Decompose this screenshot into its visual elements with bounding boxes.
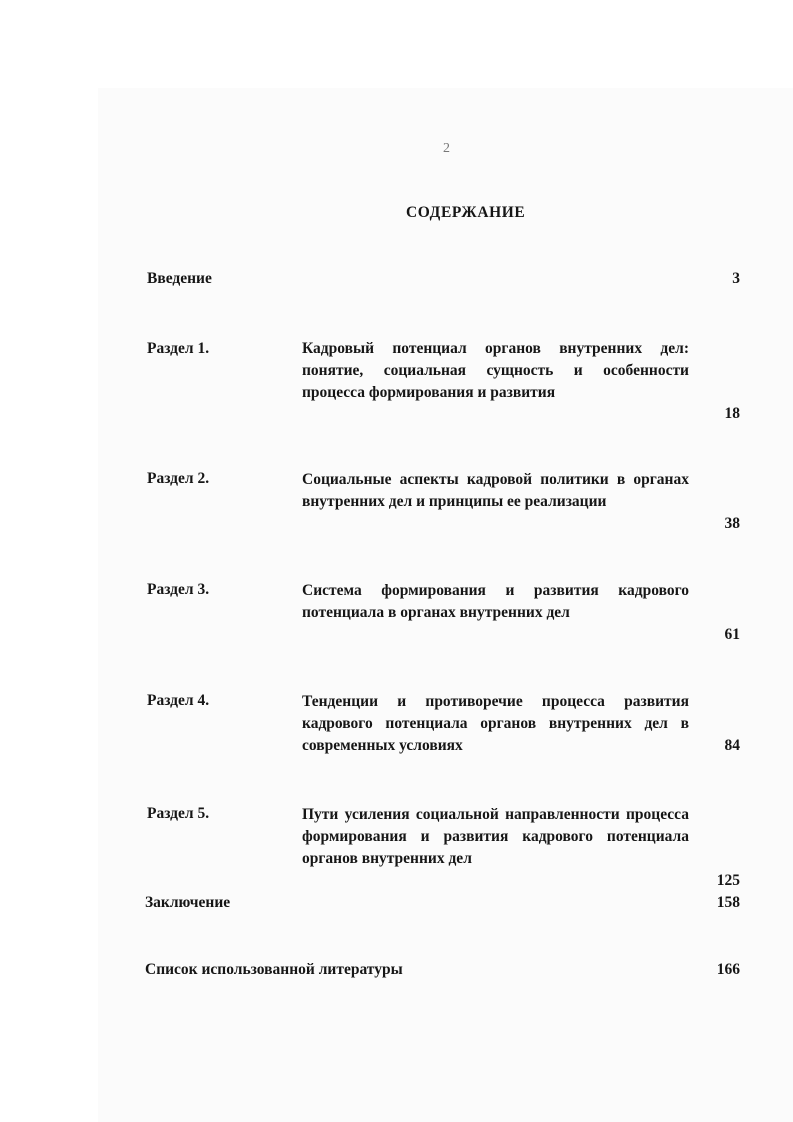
toc-intro-label: Введение — [147, 270, 212, 287]
toc-section-label: Раздел 5. — [147, 805, 210, 822]
toc-intro-page: 3 — [732, 270, 740, 287]
toc-section-title: Кадровый потенциал органов внутренних дел: понятие, социальная сущность и особенности процесса формирования и развития — [302, 340, 689, 401]
toc-section-title: Социальные аспекты кадровой политики в органах внутренних дел и принципы ее реализации — [302, 471, 689, 510]
toc-section-page: 18 — [724, 405, 740, 422]
toc-section-page: 61 — [724, 626, 740, 643]
toc-section-title: Система формирования и развития кадрового потенциала в органах внутренних дел — [302, 582, 689, 621]
toc-section-label: Раздел 2. — [147, 470, 210, 487]
toc-section-label: Раздел 3. — [147, 581, 210, 598]
toc-bibliography-label: Список использованной литературы — [145, 961, 403, 978]
toc-section-page: 38 — [724, 515, 740, 532]
toc-conclusion-label: Заключение — [145, 894, 231, 911]
toc-section-page: 125 — [716, 872, 740, 889]
toc-bibliography-page: 166 — [716, 961, 740, 978]
toc-conclusion-page: 158 — [716, 894, 740, 911]
toc-section-page: 84 — [724, 737, 740, 754]
toc-section-label: Раздел 1. — [147, 340, 210, 357]
toc-section-title: Пути усиления социальной направленности процесса формирования и развития кадрового потенциала органов внутренних дел — [302, 806, 689, 867]
page-number: 2 — [443, 141, 450, 156]
toc-section-title: Тенденции и противоречие процесса развития кадрового потенциала органов внутренних дел в современных условиях — [302, 693, 689, 754]
toc-section-label: Раздел 4. — [147, 692, 210, 709]
toc-title: СОДЕРЖАНИЕ — [406, 204, 526, 221]
